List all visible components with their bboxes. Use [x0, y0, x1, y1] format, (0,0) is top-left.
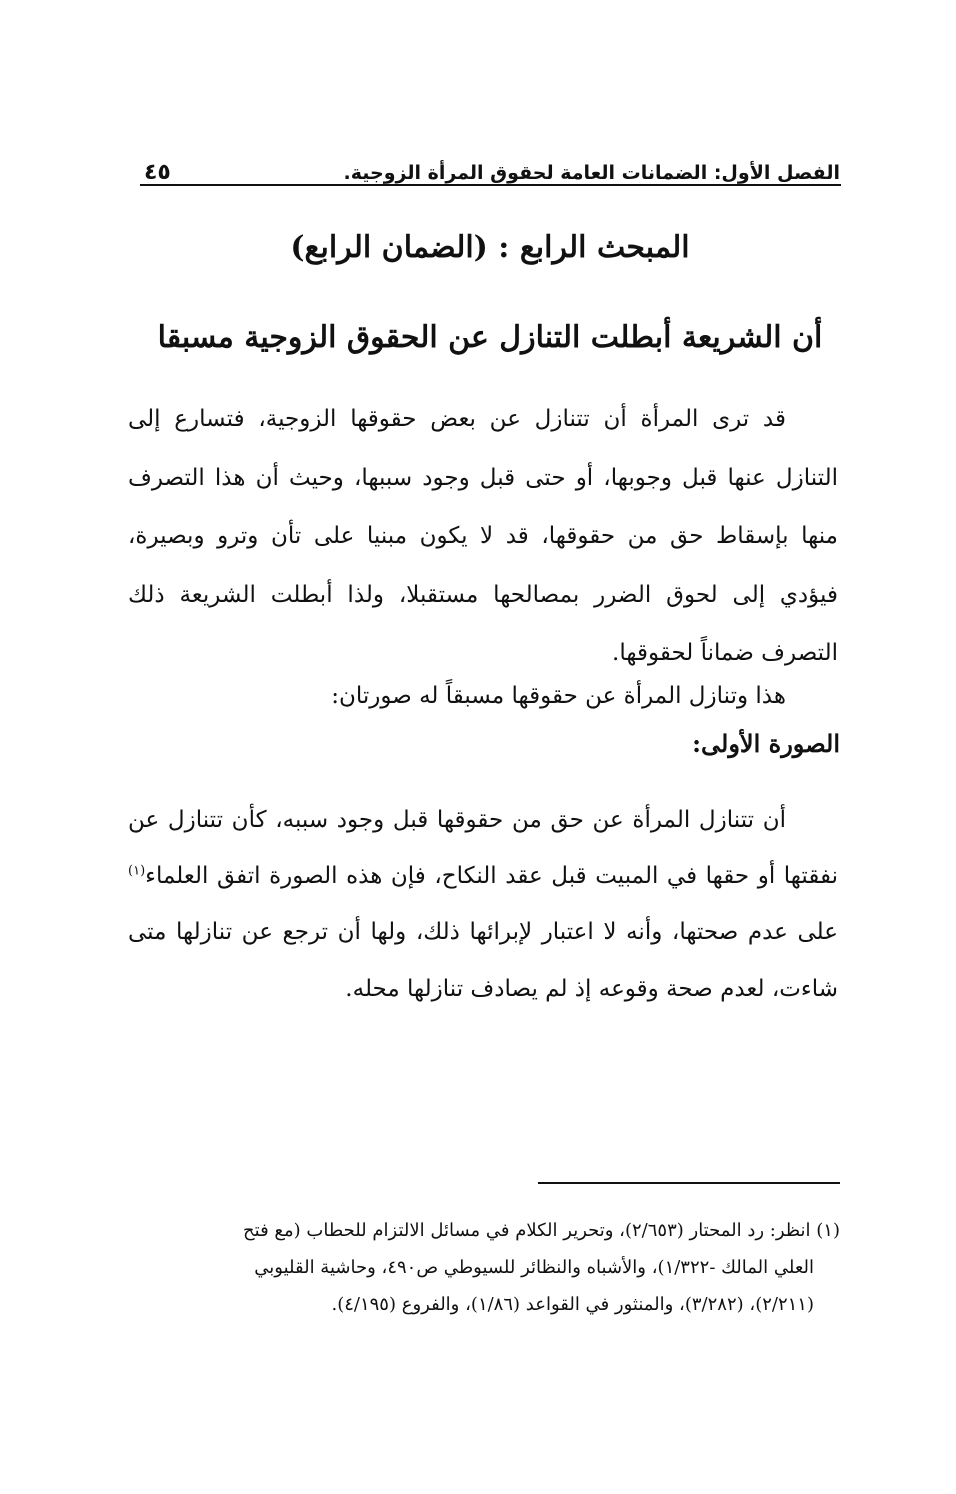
header-rule: [140, 184, 841, 186]
first-form-text-b: على عدم صحتها، وأنه لا اعتبار لإبرائها ذلك، ولها أن ترجع عن تنازلها متى شاءت، لعدم صحة وقوعه إذ لم يصادف تنازلها محله.: [128, 919, 838, 1002]
footnote-line-3: (٢/٢١١)، (٣/٢٨٢)، والمنثور في القواعد (١/٨٦)، والفروع (٤/١٩٥).: [331, 1294, 814, 1315]
main-title: أن الشريعة أبطلت التنازل عن الحقوق الزوجية مسبقا: [157, 320, 823, 355]
footnote-rule: [538, 1182, 840, 1184]
footnote: [180, 1212, 840, 1323]
page-number: ٤٥: [144, 160, 171, 185]
footnote-marker: (١): [128, 863, 146, 879]
first-form-heading: الصورة الأولى:: [692, 729, 840, 758]
intro-paragraph: قد ترى المرأة أن تتنازل عن بعض حقوقها الزوجية، فتسارع إلى التنازل عنها قبل وجوبها، أو حتى قبل وجود سببها، وحيث أن هذا التصرف منها بإسقاط حق من حقوقها، قد لا يكون مبنيا على تأن وترو وبصيرة، فيؤدي إلى لحوق الضرر بمصالحها مستقبلا، ولذا أبطلت الشريعة ذلك التصرف ضماناً لحقوقها.: [128, 406, 838, 666]
running-title: الفصل الأول: الضمانات العامة لحقوق المرأة الزوجية.: [343, 162, 840, 184]
first-form-paragraph: [128, 792, 838, 1017]
footnote-line-2: العلي المالك -١/٣٢٢)، والأشباه والنظائر للسيوطي ص٤٩٠، وحاشية القليوبي: [254, 1257, 814, 1278]
section-title: المبحث الرابع : (الضمان الرابع): [290, 230, 690, 265]
running-header: [140, 154, 840, 188]
footnote-line-1: (١) انظر: رد المحتار (٢/٦٥٣)، وتحرير الكلام في مسائل الالتزام للحطاب (مع فتح: [243, 1220, 840, 1241]
note-paragraph: هذا وتنازل المرأة عن حقوقها مسبقاً له صورتان:: [331, 683, 786, 709]
first-form-text-a: أن تتنازل المرأة عن حق من حقوقها قبل وجود سببه، كأن تتنازل عن نفقتها أو حقها في المبيت قبل عقد النكاح، فإن هذه الصورة اتفق العلماء: [128, 807, 838, 890]
